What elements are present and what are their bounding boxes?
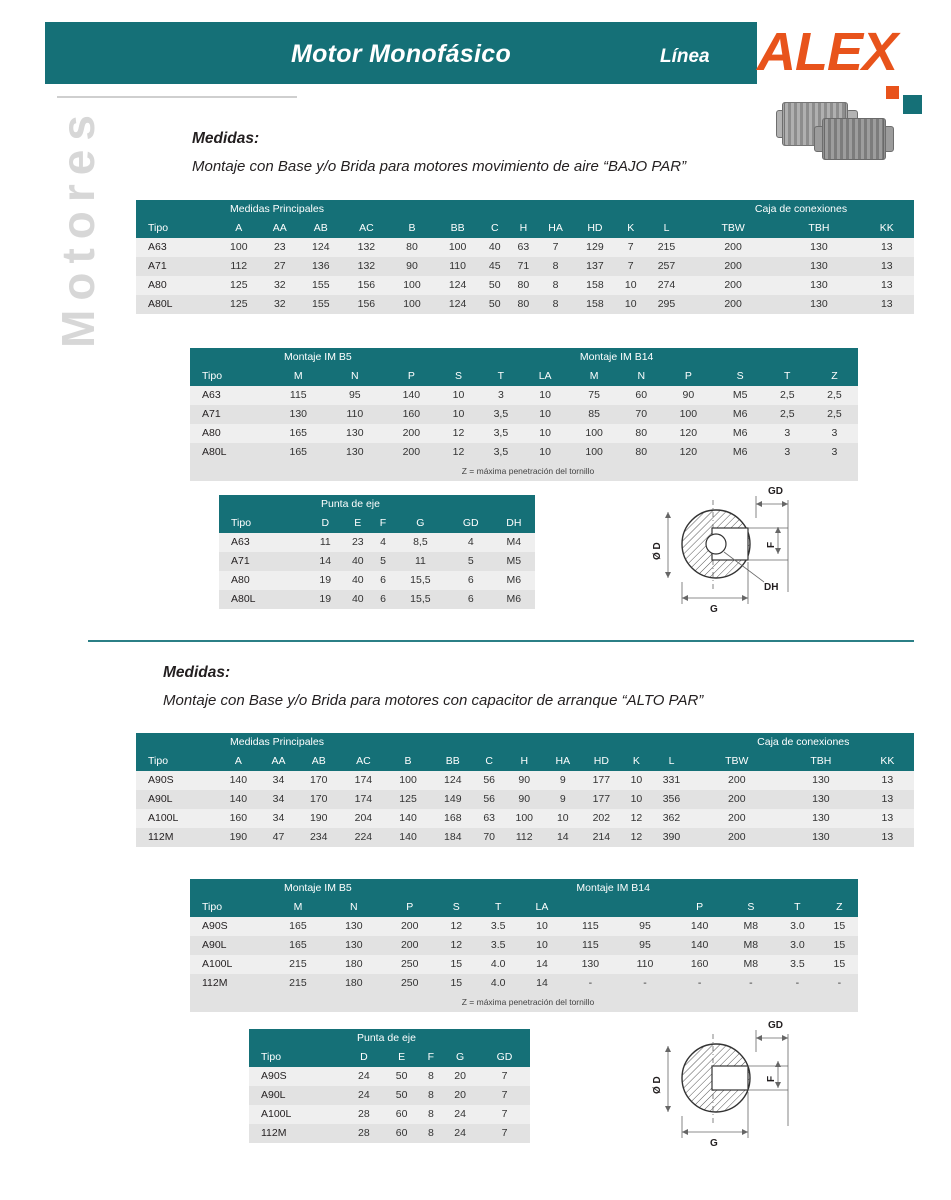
col-ha: HA xyxy=(538,219,574,238)
table-row: A63 115 95 140 10 3 10 75 60 90 M5 2,5 2,5 xyxy=(190,386,858,405)
group-principales: Medidas Principales xyxy=(216,733,475,752)
table-row: A63 100 23 124 132 80 100 40 63 7 129 7 215 200 130 13 xyxy=(136,238,914,257)
svg-text:GD: GD xyxy=(768,486,783,497)
group-principales: Medidas Principales xyxy=(216,200,480,219)
section2-mount-table xyxy=(190,879,858,1012)
linea-label: Línea xyxy=(660,46,710,67)
table-group-header-row xyxy=(249,1029,530,1048)
shaft-diagram-1 xyxy=(628,482,848,612)
section2-title: Medidas: xyxy=(163,664,231,681)
group-im-b14: Montaje IM B14 xyxy=(562,879,858,898)
table-row: 112M 215 180 250 15 4.0 14 - - - - - - xyxy=(190,974,858,993)
table-row: A80 165 130 200 12 3,5 10 100 80 120 M6 3 3 xyxy=(190,424,858,443)
table-row: A80L 165 130 200 12 3,5 10 100 80 120 M6 3 3 xyxy=(190,443,858,462)
section1-subtitle: Montaje con Base y/o Brida para motores movimiento de aire “BAJO PAR” xyxy=(192,158,687,175)
col-tbh: TBH xyxy=(778,219,859,238)
svg-text:DH: DH xyxy=(764,582,779,593)
section-divider xyxy=(88,640,914,642)
col-kk: KK xyxy=(860,219,914,238)
col-b: B xyxy=(389,219,435,238)
svg-text:Ø D: Ø D xyxy=(652,542,663,560)
group-im-b5: Montaje IM B5 xyxy=(270,879,562,898)
table-row: A80 125 32 155 156 100 124 50 80 8 158 10 274 200 130 13 xyxy=(136,276,914,295)
table-row: A90L 165 130 200 12 3.5 10 115 95 140 M8 3.0 15 xyxy=(190,936,858,955)
table-row: A100L 215 180 250 15 4.0 14 130 110 160 M8 3.5 15 xyxy=(190,955,858,974)
svg-text:G: G xyxy=(710,604,718,612)
table-group-header-row xyxy=(219,495,535,514)
table-row: 112M 190 47 234 224 140 184 70 112 14 214 12 390 200 130 13 xyxy=(136,828,914,847)
table-row: A80 19 40 6 15,5 6 M6 xyxy=(219,571,535,590)
table-row: A80L 19 40 6 15,5 6 M6 xyxy=(219,590,535,609)
section1-mount-table xyxy=(190,348,858,481)
table-row: A90L 140 34 170 174 125 149 56 90 9 177 10 356 200 130 13 xyxy=(136,790,914,809)
table-header-row xyxy=(136,219,914,238)
mount-note: Z = máxima penetración del tornillo xyxy=(190,993,858,1012)
section2-main-table xyxy=(136,733,914,847)
table-row: A71 14 40 5 11 5 M5 xyxy=(219,552,535,571)
col-k: K xyxy=(616,219,645,238)
table-header-row: Tipo D E F G GD DH xyxy=(219,514,535,533)
shaft-diagram-2 xyxy=(628,1016,848,1146)
section2-shaft-table xyxy=(249,1029,530,1143)
group-caja: Caja de conexiones xyxy=(693,733,914,752)
col-bb: BB xyxy=(435,219,481,238)
table-row: A90S 165 130 200 12 3.5 10 115 95 140 M8 3.0 15 xyxy=(190,917,858,936)
table-note-row xyxy=(190,993,858,1012)
svg-text:F: F xyxy=(766,1075,777,1082)
svg-text:GD: GD xyxy=(768,1020,783,1031)
table-header-row: Tipo M N P S T LA M N P S T Z xyxy=(190,367,858,386)
table-row: A90L 24 50 8 20 7 xyxy=(249,1086,530,1105)
section1-shaft-table xyxy=(219,495,535,609)
table-group-header-row xyxy=(136,200,914,219)
group-im-b5: Montaje IM B5 xyxy=(270,348,566,367)
table-row: A71 130 110 160 10 3,5 10 85 70 100 M6 2,5 2,5 xyxy=(190,405,858,424)
table-group-header-row xyxy=(190,348,858,367)
table-row: A90S 140 34 170 174 100 124 56 90 9 177 10 331 200 130 13 xyxy=(136,771,914,790)
col-a: A xyxy=(216,219,262,238)
col-tipo: Tipo xyxy=(136,219,216,238)
section1-title: Medidas: xyxy=(192,130,260,147)
table-header-row: Tipo D E F G GD xyxy=(249,1048,530,1067)
mount-note: Z = máxima penetración del tornillo xyxy=(190,462,858,481)
table-row: A63 11 23 4 8,5 4 M4 xyxy=(219,533,535,552)
table-row: A80L 125 32 155 156 100 124 50 80 8 158 10 295 200 130 13 xyxy=(136,295,914,314)
side-vertical-label: Motores xyxy=(52,106,104,348)
motor-photo xyxy=(776,92,926,170)
col-l: L xyxy=(645,219,688,238)
col-ac: AC xyxy=(344,219,390,238)
brand-logo: ALEX xyxy=(757,22,898,82)
table-header-row: Tipo M N P S T LA P S T Z xyxy=(190,898,858,917)
svg-text:G: G xyxy=(710,1138,718,1146)
col-h: H xyxy=(509,219,538,238)
table-row: A90S 24 50 8 20 7 xyxy=(249,1067,530,1086)
table-header-row: Tipo A AA AB AC B BB C H HA HD K L TBW TBH KK xyxy=(136,752,914,771)
col-aa: AA xyxy=(262,219,298,238)
section2-subtitle: Montaje con Base y/o Brida para motores con capacitor de arranque “ALTO PAR” xyxy=(163,692,704,709)
svg-text:Ø D: Ø D xyxy=(652,1076,663,1094)
table-note-row xyxy=(190,462,858,481)
table-row: A71 112 27 136 132 90 110 45 71 8 137 7 257 200 130 13 xyxy=(136,257,914,276)
group-im-b14: Montaje IM B14 xyxy=(566,348,858,367)
col-ab: AB xyxy=(298,219,344,238)
table-group-header-row xyxy=(190,879,858,898)
table-group-header-row xyxy=(136,733,914,752)
group-punta-eje: Punta de eje xyxy=(309,495,535,514)
svg-text:F: F xyxy=(766,541,777,548)
col-c: C xyxy=(480,219,509,238)
table-row: A100L 28 60 8 24 7 xyxy=(249,1105,530,1124)
col-tbw: TBW xyxy=(688,219,778,238)
table-row: A100L 160 34 190 204 140 168 63 100 10 202 12 362 200 130 13 xyxy=(136,809,914,828)
table-row: 112M 28 60 8 24 7 xyxy=(249,1124,530,1143)
col-hd: HD xyxy=(573,219,616,238)
group-caja: Caja de conexiones xyxy=(688,200,914,219)
group-punta-eje: Punta de eje xyxy=(345,1029,530,1048)
page-title: Motor Monofásico xyxy=(290,40,512,68)
section1-main-table xyxy=(136,200,914,314)
